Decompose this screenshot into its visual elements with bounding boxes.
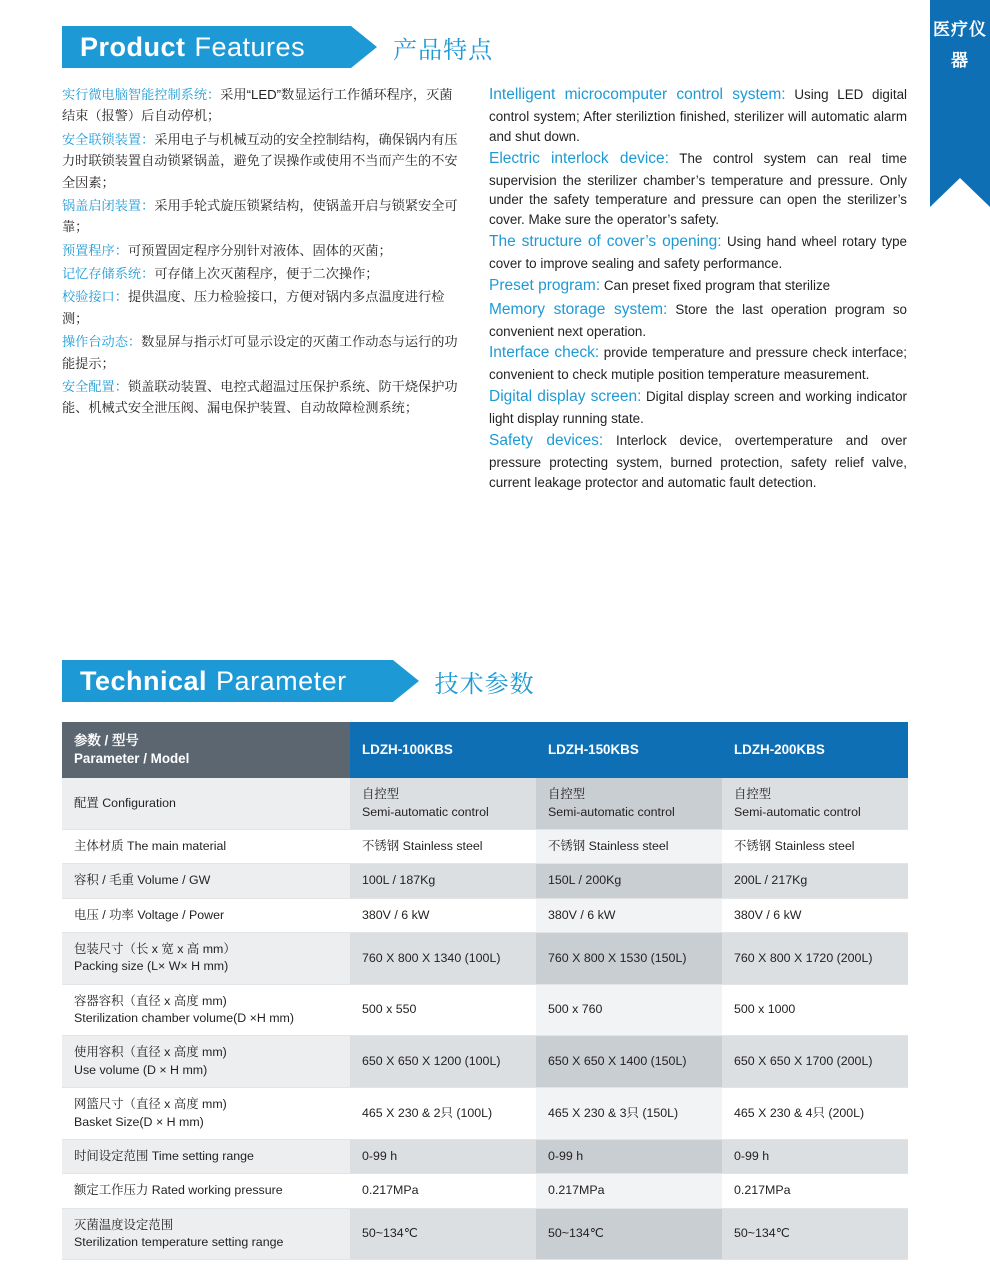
side-tab-medical-instruments xyxy=(930,0,990,178)
v-en: Semi-automatic control xyxy=(548,804,675,819)
row-label-en: Packing size (L× W× H mm) xyxy=(74,959,229,974)
feature-body-cn: 采用“LED”数显运行工作循环程序，灭菌结束（报警）后自动停机； xyxy=(62,87,453,124)
feature-lead-cn: 操作台动态： xyxy=(62,334,142,350)
table-row xyxy=(62,1174,908,1208)
feature-lead-cn: 记忆存储系统： xyxy=(62,266,155,281)
row-label-cn: 时间设定范围 Time setting range xyxy=(74,1148,254,1163)
table-header-model-1: LDZH-100KBS xyxy=(350,722,536,778)
row-value: 50~134℃ xyxy=(722,1208,908,1260)
technical-banner xyxy=(62,660,393,702)
table-row xyxy=(62,898,908,932)
row-value: 760 X 800 X 1530 (150L) xyxy=(536,932,722,984)
feature-item-en xyxy=(489,342,907,385)
row-label xyxy=(62,1139,350,1173)
row-value: 650 X 650 X 1400 (150L) xyxy=(536,1036,722,1088)
row-value: 150L / 200Kg xyxy=(536,864,722,898)
feature-body-en: Store the last operation program so convenient next operation. xyxy=(489,301,907,339)
table-row xyxy=(62,984,908,1036)
feature-lead-cn: 锅盖启闭装置： xyxy=(62,197,155,213)
row-value: 不锈钢 Stainless steel xyxy=(722,829,908,863)
row-label-cn: 容器容积（直径 x 高度 mm) xyxy=(74,993,227,1008)
feature-body-en: provide temperature and pressure check interface; convenient to check mutiple position temperature measurement. xyxy=(489,345,908,383)
row-value: 760 X 800 X 1720 (200L) xyxy=(722,932,908,984)
features-column-cn xyxy=(62,84,460,421)
row-label-en: Sterilization chamber volume(D ×H mm) xyxy=(74,1011,294,1026)
feature-lead-cn: 安全配置： xyxy=(62,378,128,394)
table-row xyxy=(62,932,908,984)
feature-body-cn: 数显屏与指示灯可显示设定的灭菌工作动态与运行的功能提示； xyxy=(62,334,458,371)
feature-item-en xyxy=(489,275,907,298)
feature-body-en: Digital display screen and working indicator light display running state. xyxy=(489,389,907,427)
feature-body-en: Can preset fixed program that sterilize xyxy=(603,277,831,293)
row-label-cn: 主体材质 The main material xyxy=(74,838,227,853)
feature-lead-cn: 安全联锁装置： xyxy=(62,131,155,147)
row-value: 500 x 1000 xyxy=(722,984,908,1036)
row-label xyxy=(62,984,350,1036)
feature-lead-en: Electric interlock device: xyxy=(489,149,669,167)
row-value: 不锈钢 Stainless steel xyxy=(350,829,536,863)
feature-body-en: Using hand wheel rotary type cover to improve sealing and safety performance. xyxy=(489,234,907,271)
feature-body-cn: 采用电子与机械互动的安全控制结构，确保锅内有压力时联锁装置自动锁紧锅盖，避免了误操作或使用不当而产生的不安全因素； xyxy=(62,131,458,190)
row-value: 0-99 h xyxy=(350,1139,536,1173)
feature-body-cn: 采用手轮式旋压锁紧结构，使锅盖开启与锁紧安全可靠； xyxy=(62,197,458,235)
row-value: 465 X 230 & 4只 (200L) xyxy=(722,1088,908,1140)
row-value: 500 x 550 xyxy=(350,984,536,1036)
table-row xyxy=(62,864,908,898)
table-row xyxy=(62,1208,908,1260)
row-value: 0.217MPa xyxy=(722,1174,908,1208)
feature-lead-en: Intelligent microcomputer control system: xyxy=(489,86,786,103)
features-title-en-1: Product xyxy=(80,31,186,62)
feature-body-cn: 可存储上次灭菌程序，便于二次操作； xyxy=(154,266,379,281)
row-value: 650 X 650 X 1200 (100L) xyxy=(350,1036,536,1088)
row-value: 不锈钢 Stainless steel xyxy=(536,829,722,863)
row-value: 0.217MPa xyxy=(350,1174,536,1208)
row-label-en: Sterilization temperature setting range xyxy=(74,1234,284,1249)
feature-item-cn xyxy=(62,195,460,238)
row-value: 380V / 6 kW xyxy=(350,898,536,932)
table-header-parameter xyxy=(62,722,350,778)
feature-item-cn xyxy=(62,286,460,329)
table-header-model-2: LDZH-150KBS xyxy=(536,722,722,778)
row-label-cn: 容积 / 毛重 Volume / GW xyxy=(74,873,211,888)
table-row xyxy=(62,1036,908,1088)
row-value: 760 X 800 X 1340 (100L) xyxy=(350,932,536,984)
feature-body-cn: 可预置固定程序分别针对液体、固体的灭菌； xyxy=(127,242,392,258)
row-value: 200L / 217Kg xyxy=(722,864,908,898)
feature-item-cn xyxy=(62,263,460,284)
table-header-parameter-en: Parameter / Model xyxy=(74,751,190,767)
table-row xyxy=(62,829,908,863)
v-en: Semi-automatic control xyxy=(362,804,489,819)
row-label xyxy=(62,1174,350,1208)
feature-item-cn xyxy=(62,331,460,374)
feature-lead-en: The structure of cover’s opening: xyxy=(489,233,722,251)
table-header-row xyxy=(62,722,908,778)
row-label xyxy=(62,1088,350,1140)
row-value: 380V / 6 kW xyxy=(722,898,908,932)
feature-lead-cn: 实行微电脑智能控制系统： xyxy=(62,87,221,102)
features-title-cn: 产品特点 xyxy=(393,36,494,64)
feature-item-cn xyxy=(62,84,460,127)
row-label xyxy=(62,829,350,863)
table-row xyxy=(62,1139,908,1173)
row-value: 650 X 650 X 1700 (200L) xyxy=(722,1036,908,1088)
features-title-en-2: Features xyxy=(194,31,306,62)
side-tab-label: 医疗仪器 xyxy=(933,20,987,70)
table-row xyxy=(62,1088,908,1140)
row-label-cn: 网篮尺寸（直径 x 高度 mm) xyxy=(74,1097,227,1112)
row-value xyxy=(536,778,722,829)
feature-lead-cn: 预置程序： xyxy=(62,242,128,258)
row-label-en: Use volume (D × H mm) xyxy=(74,1062,208,1077)
row-label xyxy=(62,778,350,829)
section-header-features xyxy=(62,26,493,68)
v-cn: 自控型 xyxy=(548,787,586,802)
row-value: 0-99 h xyxy=(722,1139,908,1173)
feature-item-en xyxy=(489,148,907,230)
table-row xyxy=(62,778,908,829)
feature-body-cn: 提供温度、压力检验接口，方便对锅内多点温度进行检测； xyxy=(62,289,445,326)
features-banner-arrow xyxy=(351,26,377,68)
row-value: 50~134℃ xyxy=(536,1208,722,1260)
row-value: 465 X 230 & 3只 (150L) xyxy=(536,1088,722,1140)
row-label-cn: 配置 Configuration xyxy=(74,795,176,810)
row-label xyxy=(62,1036,350,1088)
feature-item-en xyxy=(489,299,907,342)
row-label xyxy=(62,898,350,932)
row-value: 100L / 187Kg xyxy=(350,864,536,898)
row-label xyxy=(62,864,350,898)
feature-item-cn xyxy=(62,240,460,261)
row-value: 380V / 6 kW xyxy=(536,898,722,932)
table-header-model-3: LDZH-200KBS xyxy=(722,722,908,778)
feature-item-cn xyxy=(62,376,460,419)
row-value xyxy=(350,778,536,829)
feature-item-en xyxy=(489,231,907,274)
row-value: 500 x 760 xyxy=(536,984,722,1036)
row-label xyxy=(62,932,350,984)
row-label xyxy=(62,1208,350,1260)
feature-item-en xyxy=(489,386,907,429)
row-label-cn: 使用容积（直径 x 高度 mm) xyxy=(74,1045,227,1060)
technical-title-en-1: Technical xyxy=(80,665,208,696)
row-value: 465 X 230 & 2只 (100L) xyxy=(350,1088,536,1140)
feature-lead-cn: 校验接口： xyxy=(62,289,128,305)
table-body xyxy=(62,778,908,1260)
row-value xyxy=(722,778,908,829)
feature-item-cn xyxy=(62,129,460,193)
feature-lead-en: Preset program: xyxy=(489,276,601,294)
feature-lead-en: Digital display screen: xyxy=(489,388,642,406)
feature-item-en xyxy=(489,84,907,147)
feature-lead-en: Memory storage system: xyxy=(489,300,668,318)
table-header-parameter-cn: 参数 / 型号 xyxy=(74,733,139,748)
v-en: Semi-automatic control xyxy=(734,804,861,819)
technical-parameter-table xyxy=(62,722,908,1260)
v-cn: 自控型 xyxy=(734,787,772,802)
row-label-en: Basket Size(D × H mm) xyxy=(74,1114,204,1129)
row-label-cn: 额定工作压力 Rated working pressure xyxy=(74,1183,283,1198)
feature-lead-en: Interface check: xyxy=(489,344,600,362)
row-value: 0.217MPa xyxy=(536,1174,722,1208)
row-label-cn: 电压 / 功率 Voltage / Power xyxy=(74,907,225,922)
row-label-cn: 包装尺寸（长 x 宽 x 高 mm） xyxy=(74,941,236,956)
features-column-en xyxy=(489,84,907,494)
row-value: 0-99 h xyxy=(536,1139,722,1173)
technical-title-cn: 技术参数 xyxy=(434,670,535,698)
row-value: 50~134℃ xyxy=(350,1208,536,1260)
feature-lead-en: Safety devices: xyxy=(489,432,604,450)
feature-item-en xyxy=(489,430,907,493)
feature-body-cn: 锁盖联动装置、电控式超温过压保护系统、防干烧保护功能、机械式安全泄压阀、漏电保护装置、自动故障检测系统； xyxy=(62,378,458,416)
row-label-cn: 灭菌温度设定范围 xyxy=(74,1217,174,1232)
technical-banner-arrow xyxy=(393,660,419,702)
feature-body-en: The control system can real time supervision the sterilizer chamber’s temperature and pressure. Only under the safety temperature and pressure can open the sterilizer’s cover. Make sure the operator’s safety. xyxy=(489,150,907,228)
feature-body-en: Using LED digital control system; After steriliztion finished, sterilizer will automatic alarm and shut down. xyxy=(489,87,907,144)
technical-title-en-2: Parameter xyxy=(216,665,347,696)
table-header xyxy=(62,722,908,778)
section-header-technical xyxy=(62,660,535,702)
features-banner xyxy=(62,26,351,68)
v-cn: 自控型 xyxy=(362,787,400,802)
feature-body-en: Interlock device, overtemperature and over pressure protecting system, burned protection, safety relief valve, current leakage protector and automatic fault detection. xyxy=(489,433,907,490)
